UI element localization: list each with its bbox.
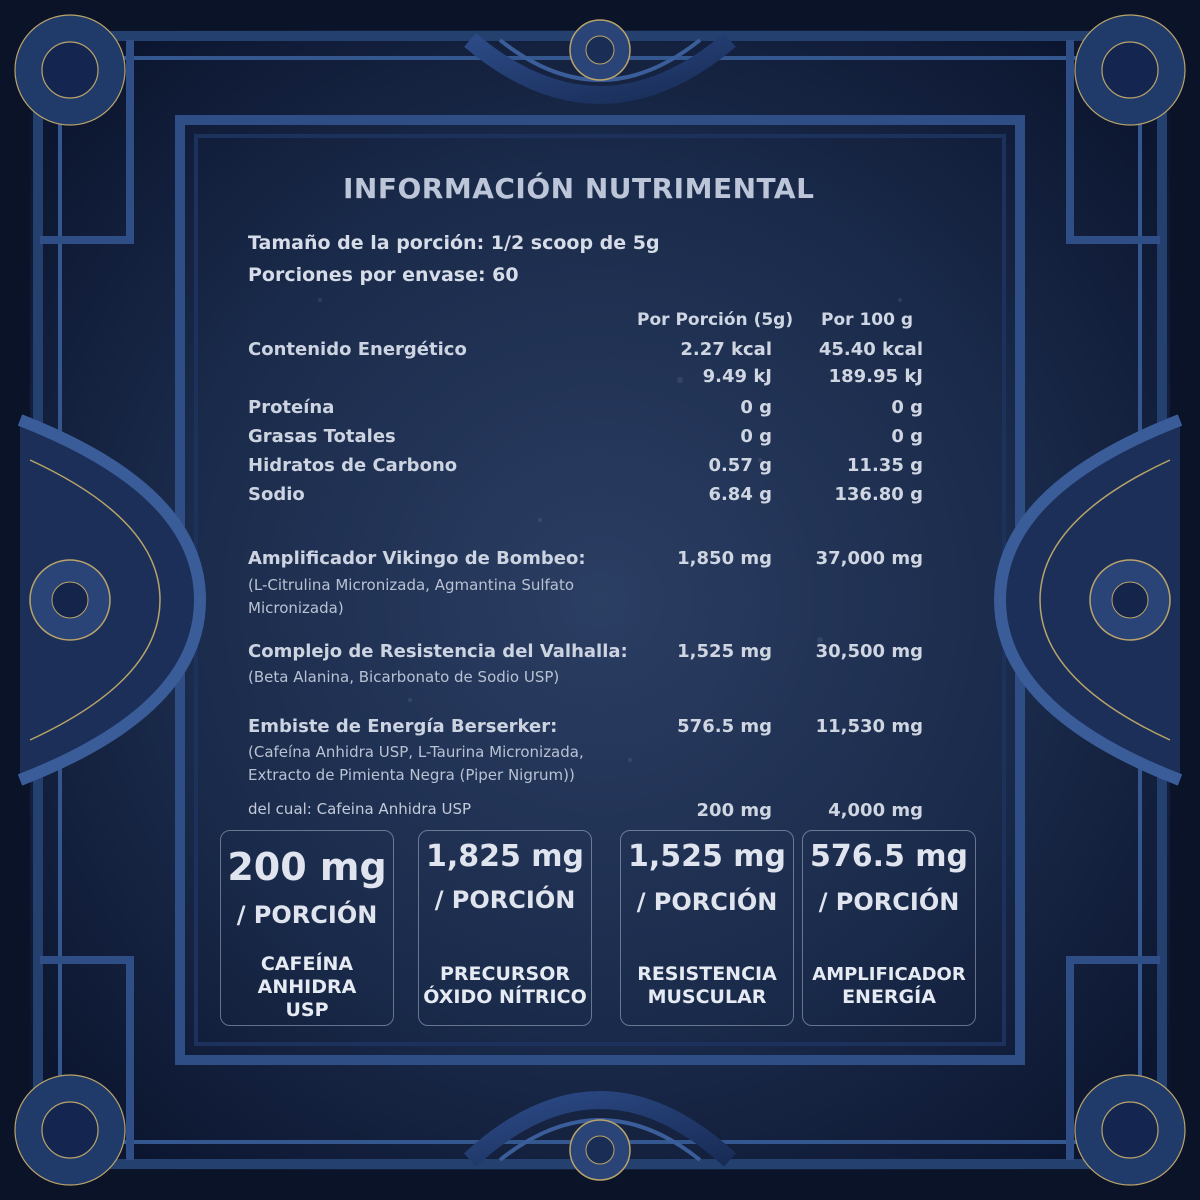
highlight-unit: / PORCIÓN (236, 901, 378, 929)
blend-name-endurance: Complejo de Resistencia del Valhalla: (248, 641, 628, 662)
highlight-amount: 1,525 mg (627, 839, 787, 874)
nutrient-protein-per-100g: 0 g (891, 397, 923, 418)
highlight-label-line2: ANHIDRA (257, 976, 357, 998)
nutrient-name-energy: Contenido Energético (248, 339, 467, 360)
blend-endurance-ingredients: (Beta Alanina, Bicarbonato de Sodio USP) (248, 668, 560, 686)
highlight-box-nitric-oxide (418, 830, 592, 1026)
serving-size: Tamaño de la porción: 1/2 scoop de 5g (248, 232, 660, 254)
highlight-label-line1: CAFEÍNA (260, 953, 354, 975)
blend-energy-per-100g: 11,530 mg (815, 716, 923, 737)
blend-energy-ingredients-line2: Extracto de Pimienta Negra (Piper Nigrum)) (248, 766, 575, 784)
highlight-label-line1: AMPLIFICADOR (812, 964, 966, 985)
highlight-unit: / PORCIÓN (818, 888, 960, 916)
caffeine-row-name: del cual: Cafeina Anhidra USP (248, 800, 472, 818)
blend-name-pump: Amplificador Vikingo de Bombeo: (248, 548, 586, 569)
nutrient-name-fats: Grasas Totales (248, 426, 396, 447)
blend-pump-per-serving: 1,850 mg (677, 548, 772, 569)
blend-endurance-per-100g: 30,500 mg (815, 641, 923, 662)
highlight-box-caffeine (220, 830, 394, 1026)
highlight-amount: 200 mg (227, 845, 387, 889)
highlight-label-line3: USP (285, 999, 329, 1021)
nutrient-name-protein: Proteína (248, 397, 335, 418)
nutrient-sodium-per-serving: 6.84 g (708, 484, 772, 505)
nutrient-fats-per-serving: 0 g (740, 426, 772, 447)
nutrient-sodium-per-100g: 136.80 g (834, 484, 923, 505)
nutrient-name-carbs: Hidratos de Carbono (248, 455, 458, 476)
highlight-label-line2: ÓXIDO NÍTRICO (423, 986, 587, 1008)
nutrient-name-sodium: Sodio (248, 484, 305, 505)
highlight-unit: / PORCIÓN (434, 886, 576, 914)
highlight-amount: 1,825 mg (425, 839, 585, 874)
highlight-amount: 576.5 mg (809, 839, 969, 874)
page-title: INFORMACIÓN NUTRIMENTAL (343, 172, 815, 205)
nutrient-energy-kj-per-serving: 9.49 kJ (702, 366, 772, 387)
blend-energy-ingredients-line1: (Cafeína Anhidra USP, L-Taurina Micronizada, (248, 743, 584, 761)
column-header-per-serving: Por Porción (5g) (637, 310, 794, 330)
highlight-box-energy (802, 830, 976, 1026)
blend-pump-ingredients-line2: Micronizada) (248, 599, 344, 617)
servings-per-container: Porciones por envase: 60 (248, 264, 519, 286)
nutrient-carbs-per-serving: 0.57 g (708, 455, 772, 476)
highlight-label-line2: MUSCULAR (647, 986, 767, 1008)
blend-name-energy: Embiste de Energía Berserker: (248, 716, 558, 737)
nutrient-carbs-per-100g: 11.35 g (846, 455, 923, 476)
highlight-label-line2: ENERGÍA (842, 986, 936, 1008)
blend-pump-ingredients-line1: (L-Citrulina Micronizada, Agmantina Sulfato (248, 576, 575, 594)
column-header-per-100g: Por 100 g (821, 310, 914, 330)
highlight-label-line1: RESISTENCIA (637, 963, 777, 985)
blend-pump-per-100g: 37,000 mg (815, 548, 923, 569)
nutrient-energy-kcal-per-100g: 45.40 kcal (818, 339, 923, 360)
nutrient-energy-kcal-per-serving: 2.27 kcal (680, 339, 772, 360)
nutrient-protein-per-serving: 0 g (740, 397, 772, 418)
highlight-label-line1: PRECURSOR (439, 963, 570, 985)
caffeine-row-per-serving: 200 mg (696, 800, 772, 821)
nutrient-fats-per-100g: 0 g (891, 426, 923, 447)
highlight-unit: / PORCIÓN (636, 888, 778, 916)
blend-energy-per-serving: 576.5 mg (677, 716, 772, 737)
caffeine-row-per-100g: 4,000 mg (828, 800, 923, 821)
blend-endurance-per-serving: 1,525 mg (677, 641, 772, 662)
highlight-box-muscular-endurance (620, 830, 794, 1026)
nutrient-energy-kj-per-100g: 189.95 kJ (828, 366, 923, 387)
